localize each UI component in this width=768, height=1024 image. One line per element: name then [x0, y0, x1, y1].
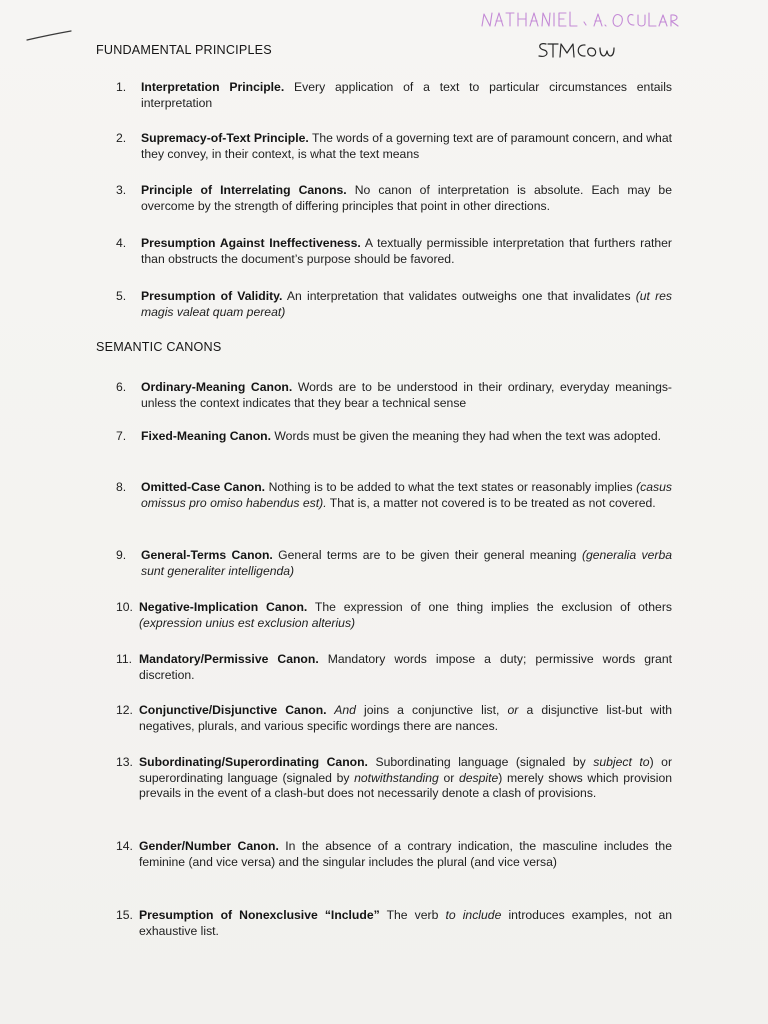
pen-stroke-mark [26, 30, 72, 42]
item-latin-maxim: (generalia verba sunt generaliter intelligenda) [141, 548, 672, 578]
item-text: Words are to be understood in their ordinary, everyday meanings-unless the context indicates that they bear a technical sense [141, 380, 672, 410]
item-term: Ordinary-Meaning Canon. [141, 380, 293, 394]
item-number: 9. [116, 548, 127, 562]
item-text: Nothing is to be added to what the text states or reasonably implies [265, 480, 637, 494]
item-term: Interpretation Principle. [141, 80, 285, 94]
item-term: Principle of Interrelating Canons. [141, 183, 347, 197]
list-item [116, 183, 672, 214]
item-number: 5. [116, 289, 127, 303]
item-latin-maxim: (ut res magis valeat quam pereat) [141, 289, 673, 319]
item-text-continued: or [438, 770, 459, 785]
item-term: Mandatory/Permissive Canon. [139, 652, 319, 666]
item-text: In the absence of a contrary indication, the masculine includes the feminine (and vice versa) and the singular includes the plural (and vice versa) [139, 839, 672, 869]
item-number: 10. [116, 600, 133, 614]
item-number: 8. [116, 480, 127, 494]
item-emphasis: despite [458, 770, 499, 785]
item-number: 4. [116, 236, 127, 250]
list-item [116, 289, 672, 320]
item-number: 1. [116, 80, 127, 94]
item-term: Negative-Implication Canon. [139, 600, 308, 614]
item-text: The words of a governing text are of paramount concern, and what they convey, in their context, is what the text means [141, 131, 673, 161]
list-item [116, 600, 672, 631]
item-number: 7. [116, 429, 127, 443]
item-text: A textually permissible interpretation that furthers rather than obstructs the document’s purpose should be favored. [141, 236, 672, 266]
item-latin-maxim: (expression unius est exclusion alterius) [139, 615, 356, 630]
list-item [116, 548, 672, 579]
item-term: General-Terms Canon. [141, 548, 273, 562]
item-text: Words must be given the meaning they had when the text was adopted. [271, 429, 662, 443]
list-item [116, 703, 672, 734]
item-text: Subordinating language (signaled by [367, 755, 594, 769]
item-emphasis: And [326, 703, 356, 717]
item-term: Presumption Against Ineffectiveness. [141, 236, 361, 250]
item-number: 14. [116, 839, 133, 853]
item-text: No canon of interpretation is absolute. Each may be overcome by the strength of differing principles that point in other directions. [141, 183, 672, 213]
item-text: General terms are to be given their general meaning [272, 548, 582, 562]
list-item [116, 380, 672, 411]
handwritten-name [476, 4, 691, 34]
item-number: 6. [116, 380, 127, 394]
item-term: Supremacy-of-Text Principle. [141, 131, 309, 145]
item-text-continued: ) or superordinating language (signaled by [139, 755, 672, 785]
list-item [116, 480, 672, 511]
item-emphasis: notwithstanding [354, 770, 439, 785]
item-term: Conjunctive/Disjunctive Canon. [139, 703, 327, 717]
item-text: The expression of one thing implies the exclusion of others [307, 600, 672, 614]
item-text-continued: a disjunctive list-but with negatives, plurals, and various specific wordings there are nances. [139, 703, 673, 733]
item-number: 11. [116, 652, 133, 666]
list-item [116, 429, 672, 445]
item-text: Mandatory words impose a duty; permissive words grant discretion. [139, 652, 672, 682]
list-item [116, 652, 672, 683]
handwritten-signature [536, 36, 616, 62]
item-text: Every application of a text to particular circumstances entails interpretation [141, 80, 673, 110]
list-item [116, 908, 672, 939]
item-number: 13. [116, 755, 133, 769]
item-term: Presumption of Nonexclusive “Include” [139, 908, 380, 922]
item-emphasis: to include [445, 908, 502, 922]
item-text: joins a conjunctive list, [355, 703, 508, 717]
item-term: Gender/Number Canon. [139, 839, 279, 853]
item-number: 3. [116, 183, 127, 197]
item-term: Omitted-Case Canon. [141, 480, 266, 494]
item-text-continued: That is, a matter not covered is to be treated as not covered. [326, 495, 656, 510]
item-term: Subordinating/Superordinating Canon. [139, 755, 368, 769]
item-number: 15. [116, 908, 133, 922]
item-latin-maxim: (casus omissus pro omiso habendus est). [141, 480, 672, 510]
list-item [116, 839, 672, 870]
item-term: Presumption of Validity. [141, 289, 283, 303]
section-heading-fundamental: FUNDAMENTAL PRINCIPLES [96, 43, 272, 57]
item-number: 12. [116, 703, 133, 717]
item-emphasis: or [507, 703, 519, 717]
item-text-continued: ) merely shows which provision prevails in the event of a clash-but does not necessarily denote a clash of provisions. [139, 770, 673, 801]
item-text: The verb [379, 908, 446, 922]
item-number: 2. [116, 131, 127, 145]
item-term: Fixed-Meaning Canon. [141, 429, 272, 443]
item-text-continued: introduces examples, not an exhaustive list. [139, 908, 673, 938]
list-item [116, 236, 672, 267]
item-text: An interpretation that validates outweighs one that invalidates [282, 289, 636, 303]
list-item [116, 755, 672, 802]
list-item [116, 80, 672, 111]
list-item [116, 131, 672, 162]
item-emphasis: subject to [593, 755, 650, 769]
section-heading-semantic: SEMANTIC CANONS [96, 340, 222, 354]
